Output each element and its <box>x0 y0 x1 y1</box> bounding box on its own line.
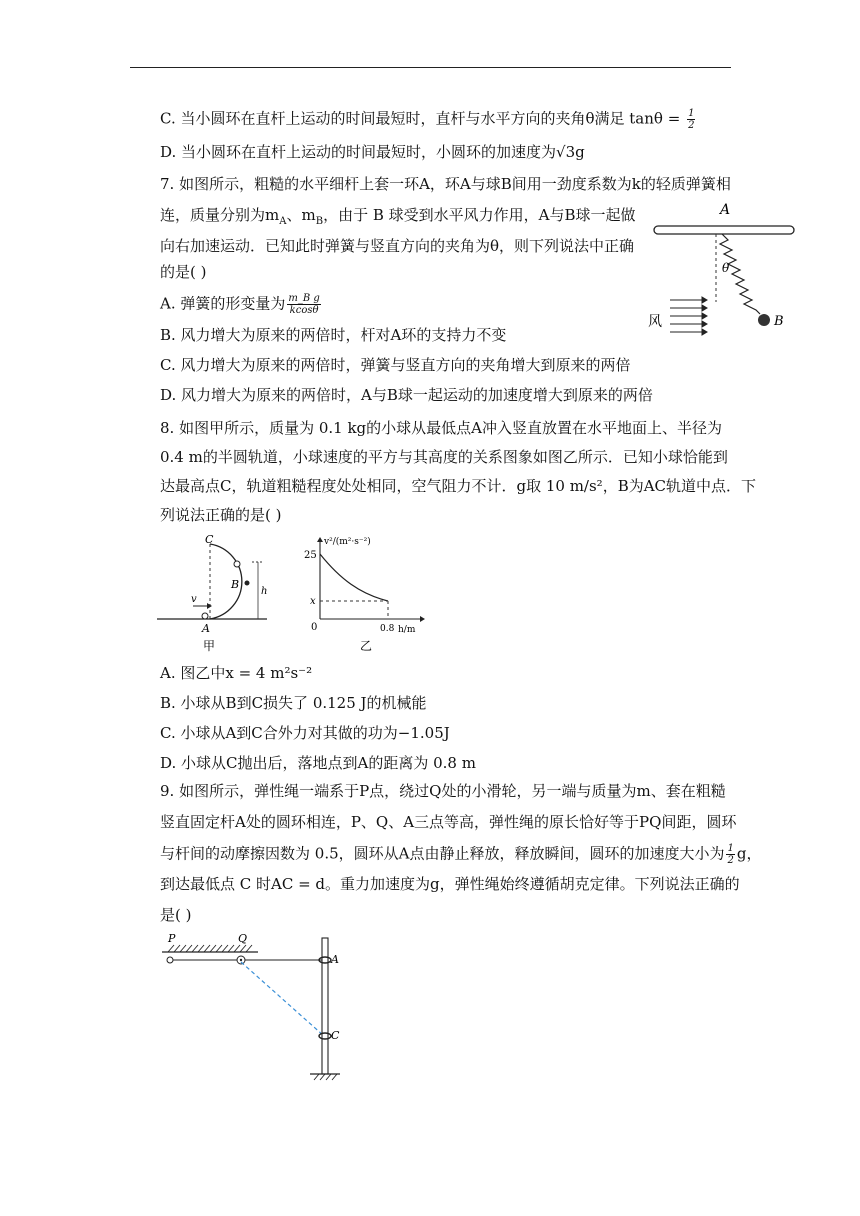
q8-stem-line1: 8. 如图甲所示，质量为 0.1 kg的小球从最低点A冲入竖直放置在水平地面上、半径为 <box>160 419 722 437</box>
q6-option-c: C. 当小圆环在直杆上运动的时间最短时，直杆与水平方向的夹角θ满足 tanθ = $\frac{1}{2}$ <box>160 108 695 131</box>
label-c: C <box>205 534 214 546</box>
ball-b <box>758 314 770 326</box>
elastic-rope-to-c <box>241 962 324 1036</box>
label-h: h <box>261 586 268 597</box>
tick-25: 25 <box>304 550 317 561</box>
q7-option-d: D. 风力增大为原来的两倍时，A与B球一起运动的加速度增大到原来的两倍 <box>160 386 653 404</box>
point-b <box>245 581 250 586</box>
q7-stem-line4: 的是( ) <box>160 263 207 281</box>
fraction: $\frac{1}{2}$ <box>688 108 695 131</box>
q8-option-a: A. 图乙中x = 4 m²s⁻² <box>160 664 313 682</box>
q9-figure <box>158 932 358 1082</box>
ball-a <box>202 613 208 619</box>
vertical-rod <box>322 938 328 1074</box>
caption-yi: 乙 <box>360 639 373 653</box>
tick-x: x <box>310 596 316 607</box>
point-p <box>167 957 173 963</box>
label-wind: 风 <box>648 314 662 330</box>
ball-top <box>234 561 240 567</box>
tick-0-8: 0.8 <box>380 624 395 634</box>
q8-option-d: D. 小球从C抛出后，落地点到A的距离为 0.8 m <box>160 754 476 772</box>
q9-stem-line1: 9. 如图所示，弹性绳一端系于P点，绕过Q处的小滑轮，另一端与质量为m、套在粗糙 <box>160 782 726 800</box>
q7-option-b: B. 风力增大为原来的两倍时，杆对A环的支持力不变 <box>160 326 507 344</box>
q7-stem-line1: 7. 如图所示，粗糙的水平细杆上套一环A，环A与球B间用一劲度系数为k的轻质弹簧相 <box>160 175 731 193</box>
label-c: C <box>331 1029 340 1042</box>
q8-option-c: C. 小球从A到C合外力对其做的功为−1.05J <box>160 724 450 742</box>
label-a: A <box>720 202 731 218</box>
ceiling-hatch <box>168 945 252 952</box>
q7-option-c: C. 风力增大为原来的两倍时，弹簧与竖直方向的夹角增大到原来的两倍 <box>160 356 631 374</box>
q8-stem-line3: 达最高点C，轨道粗糙程度处处相同，空气阻力不计．g取 10 m/s²，B为AC轨道中点．下 <box>160 477 757 495</box>
v2-h-curve <box>320 554 388 601</box>
q8-stem-line2: 0.4 m的半圆轨道，小球速度的平方与其高度的关系图象如图乙所示．已知小球恰能到 <box>160 448 728 466</box>
origin-label: 0 <box>311 622 318 633</box>
horizontal-rod <box>654 226 794 234</box>
label-q: Q <box>238 932 248 945</box>
q8-figure-jia <box>155 534 275 654</box>
label-a: A <box>202 622 210 635</box>
caption-jia: 甲 <box>203 639 216 653</box>
q7-stem-line2: 连，质量分别为$m_A$、$m_B$，由于 B 球受到水平风力作用，A与B球一起做 <box>160 206 636 227</box>
q7-stem-line3: 向右加速运动．已知此时弹簧与竖直方向的夹角为θ，则下列说法中正确 <box>160 237 635 255</box>
label-v: v <box>191 594 197 605</box>
q7-figure <box>640 198 800 338</box>
q9-stem-line2: 竖直固定杆A处的圆环相连，P、Q、A三点等高，弹性绳的原长恰好等于PQ间距，圆环 <box>160 813 737 831</box>
q9-stem-line5: 是( ) <box>160 906 192 924</box>
q7-option-a: A. 弹簧的形变量为 $\frac{\text{m\_B g}}{kcos\theta}$ <box>160 293 320 316</box>
fraction: $\frac{\text{m\_B g}}{kcos\theta}$ <box>288 293 320 316</box>
q9-stem-line3: 与杆间的动摩擦因数为 0.5，圆环从A点由静止释放，释放瞬间，圆环的加速度大小为 $\frac{1}{2}$ g， <box>160 843 762 866</box>
q8-option-b: B. 小球从B到C损失了 0.125 J的机械能 <box>160 694 427 712</box>
q9-stem-line4: 到达最低点 C 时AC = d。重力加速度为g，弹性绳始终遵循胡克定律。下列说法正确的 <box>160 875 740 893</box>
ground-hatch <box>314 1074 337 1080</box>
y-axis-label: v²/(m²·s⁻²) <box>324 537 371 547</box>
label-a: A <box>331 953 339 966</box>
label-theta: θ <box>722 261 730 275</box>
label-p: P <box>168 932 176 945</box>
q8-figure-yi <box>300 534 430 654</box>
fraction: $\frac{1}{2}$ <box>727 843 734 866</box>
label-b: B <box>231 578 240 591</box>
x-axis-label: h/m <box>398 625 416 635</box>
wind-arrows <box>670 297 707 335</box>
header-rule <box>130 67 731 68</box>
q6-option-d: D. 当小圆环在直杆上运动的时间最短时，小圆环的加速度为√3g <box>160 143 585 161</box>
label-b: B <box>774 314 784 329</box>
q8-stem-line4: 列说法正确的是( ) <box>160 506 282 524</box>
